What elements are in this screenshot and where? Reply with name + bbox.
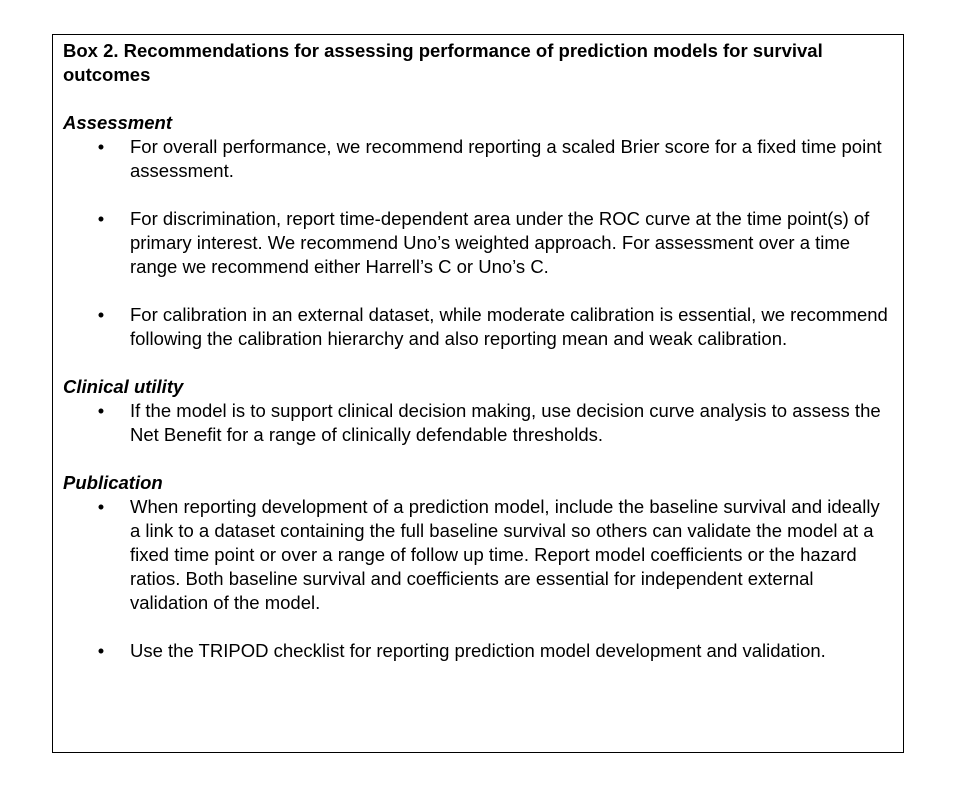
bullet-icon: • bbox=[97, 208, 105, 229]
list-item bbox=[63, 135, 890, 183]
list-item-text: For discrimination, report time-dependent area under the ROC curve at the time point(s) of primary interest. We recommend Uno’s weighted approach. For assessment over a time range we recommend either Harrell’s C or Uno’s C. bbox=[130, 208, 870, 277]
list-item bbox=[63, 639, 890, 663]
bullet-list-clinical-utility bbox=[63, 399, 893, 447]
list-item-text: For overall performance, we recommend reporting a scaled Brier score for a fixed time point assessment. bbox=[130, 136, 882, 181]
section-heading-clinical-utility: Clinical utility bbox=[63, 376, 184, 397]
bullet-icon: • bbox=[97, 496, 105, 517]
list-item bbox=[63, 303, 890, 351]
list-item bbox=[63, 399, 890, 447]
bullet-list-assessment bbox=[63, 135, 893, 351]
list-item-text: For calibration in an external dataset, while moderate calibration is essential, we recommend following the calibration hierarchy and also reporting mean and weak calibration. bbox=[130, 304, 888, 349]
section-publication bbox=[63, 471, 893, 663]
bullet-icon: • bbox=[97, 136, 105, 157]
list-item bbox=[63, 207, 890, 279]
list-item-text: If the model is to support clinical decision making, use decision curve analysis to assess the Net Benefit for a range of clinically defendable thresholds. bbox=[130, 400, 881, 445]
section-heading-assessment: Assessment bbox=[63, 112, 173, 133]
list-item-text: When reporting development of a prediction model, include the baseline survival and ideally a link to a dataset containing the full baseline survival so others can validate the model at a fixed time point or over a range of follow up time. Report model coefficients or the hazard ratios. Both baseline survival and coefficients are essential for independent external validation of the model. bbox=[130, 496, 880, 613]
list-item-text: Use the TRIPOD checklist for reporting prediction model development and validation. bbox=[130, 640, 826, 661]
box-title: Box 2. Recommendations for assessing performance of prediction models for survival outcomes bbox=[63, 40, 823, 85]
section-heading-publication: Publication bbox=[63, 472, 163, 493]
bullet-list-publication bbox=[63, 495, 893, 663]
bullet-icon: • bbox=[97, 640, 105, 661]
bullet-icon: • bbox=[97, 304, 105, 325]
bullet-icon: • bbox=[97, 400, 105, 421]
section-assessment bbox=[63, 111, 893, 351]
recommendations-box bbox=[52, 34, 904, 753]
list-item bbox=[63, 495, 890, 615]
section-clinical-utility bbox=[63, 375, 893, 447]
